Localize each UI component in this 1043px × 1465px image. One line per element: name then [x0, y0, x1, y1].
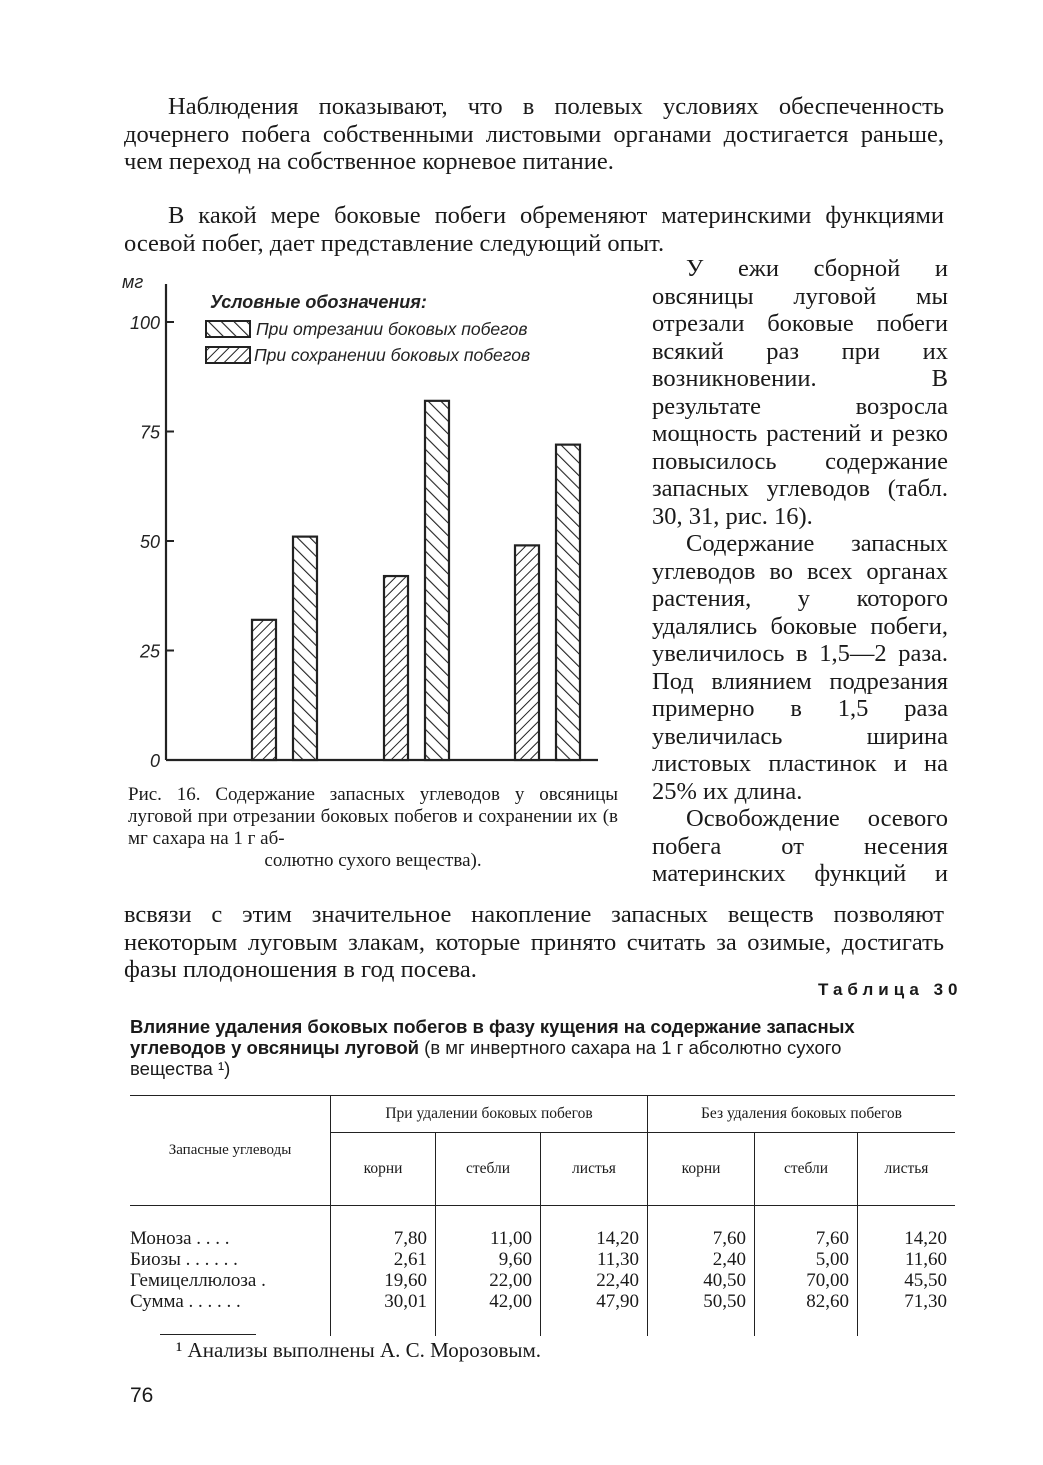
paragraph-3: У ежи сборной и овсяницы луговой мы отрезали боковые побеги всякий раз при их возникновении. В результате возросла мощность растений и резко повысилось содержание запасных углеводов (табл. 30, 31, рис. 16).	[652, 255, 948, 530]
cell: 45,50	[904, 1270, 947, 1291]
sub-header: стебли	[436, 1133, 541, 1206]
cell: 22,00	[436, 1270, 541, 1291]
table-row	[130, 1206, 955, 1250]
y-tick-label: 0	[149, 751, 160, 770]
row-name: Гемицеллюлоза .	[130, 1270, 331, 1291]
row-name: Биозы . . . . . .	[130, 1249, 331, 1270]
cell: 2,61	[331, 1249, 436, 1270]
cell: 19,60	[331, 1270, 436, 1291]
caption-text: Рис. 16. Содержание запасных углеводов у овсяницы луговой при отрезании боковых побегов и сохранении их (в мг сахара на 1 г аб-	[128, 784, 618, 849]
cell: 11,30	[541, 1249, 648, 1270]
sub-header: корни	[648, 1133, 755, 1206]
y-tick-label: 75	[139, 422, 160, 443]
paragraph-4: Содержание запасных углеводов во всех органах растения, у которого удалялись боковые побеги, увеличилось в 1,5—2 раза. Под влиянием подрезания примерно в 1,5 раза увеличилась ширина листовых пластинок и на 25% их длина.	[652, 530, 948, 805]
caption-last-line: солютно сухого вещества).	[264, 850, 482, 871]
sub-header: стебли	[755, 1133, 858, 1206]
cell: 2,40	[648, 1249, 755, 1270]
legend-label-kept: При сохранении боковых побегов	[254, 345, 531, 365]
legend-swatch-kept	[206, 347, 250, 363]
cell: 7,60	[648, 1206, 755, 1250]
side-column	[652, 255, 948, 888]
sub-header: корни	[331, 1133, 436, 1206]
paragraph-5-start: Освобождение осевого побега от несения материнских функций и	[652, 805, 948, 887]
bar-removed	[556, 445, 580, 760]
y-tick-label: 50	[139, 532, 160, 552]
cell: 14,20	[904, 1228, 947, 1249]
bar-kept	[252, 620, 276, 760]
footnote: ¹ Анализы выполнены А. С. Морозовым.	[176, 1338, 542, 1362]
legend-title: Условные обозначения:	[210, 292, 427, 312]
paragraph-1: Наблюдения показывают, что в полевых условиях обеспеченность дочернего побега собственными листовыми органами достигается раньше, чем переход на собственное корневое питание.	[124, 93, 944, 175]
table-title	[130, 1016, 910, 1079]
cell: 50,50	[648, 1291, 755, 1336]
group-header-removed: При удалении боковых побегов	[331, 1096, 648, 1133]
table-row	[130, 1270, 955, 1291]
footnote-rule	[160, 1334, 256, 1335]
cell: 11,00	[436, 1206, 541, 1250]
data-table	[130, 1095, 955, 1336]
bar-kept	[384, 576, 408, 760]
stub-header: Запасные углеводы	[130, 1096, 331, 1206]
cell: 70,00	[755, 1270, 858, 1291]
paragraph-5-end: всвязи с этим значительное накопление запасных веществ позволяют некоторым луговым злакам, которые принято считать за озимые, достигать фазы плодоношения в год посева.	[124, 901, 944, 983]
group-header-kept: Без удаления боковых побегов	[648, 1096, 956, 1133]
y-tick-label: 25	[139, 641, 160, 662]
cell: 30,01	[331, 1291, 436, 1336]
chart-svg	[118, 270, 618, 770]
cell: 7,60	[755, 1206, 858, 1250]
legend-label-removed: При отрезании боковых побегов	[256, 319, 528, 339]
paragraph-2: В какой мере боковые побеги обременяют материнскими функциями осевой побег, дает представление следующий опыт.	[124, 202, 944, 257]
legend-swatch-removed	[206, 321, 250, 337]
sub-header: листья	[884, 1160, 929, 1177]
y-axis-label: мг	[122, 272, 144, 292]
table-row	[130, 1249, 955, 1270]
cell: 7,80	[331, 1206, 436, 1250]
y-tick-label: 100	[129, 313, 160, 333]
bar-removed	[293, 537, 317, 760]
row-name: Моноза . . . .	[130, 1206, 331, 1250]
row-name: Сумма . . . . . .	[130, 1291, 331, 1336]
figure-caption	[128, 784, 618, 872]
cell: 82,60	[755, 1291, 858, 1336]
table-label: Таблица 30	[818, 980, 963, 999]
table-title-bold: Влияние удаления боковых побегов в фазу кущения на содержание запасных углеводов у овсяницы луговой	[130, 1016, 855, 1058]
cell: 11,60	[904, 1249, 947, 1270]
cell: 22,40	[541, 1270, 648, 1291]
bar-chart	[118, 270, 618, 775]
sub-header: листья	[541, 1133, 648, 1206]
table-row	[130, 1291, 955, 1336]
cell: 14,20	[541, 1206, 648, 1250]
table-title-rest: (в мг инвертного сахара на 1 г абсолютно сухого вещества ¹)	[130, 1037, 842, 1079]
cell: 5,00	[755, 1249, 858, 1270]
cell: 47,90	[541, 1291, 648, 1336]
cell: 40,50	[648, 1270, 755, 1291]
cell: 71,30	[904, 1291, 947, 1312]
cell: 9,60	[436, 1249, 541, 1270]
bar-removed	[425, 401, 449, 760]
cell: 42,00	[436, 1291, 541, 1336]
page-number: 76	[130, 1384, 154, 1407]
bar-kept	[515, 545, 539, 760]
